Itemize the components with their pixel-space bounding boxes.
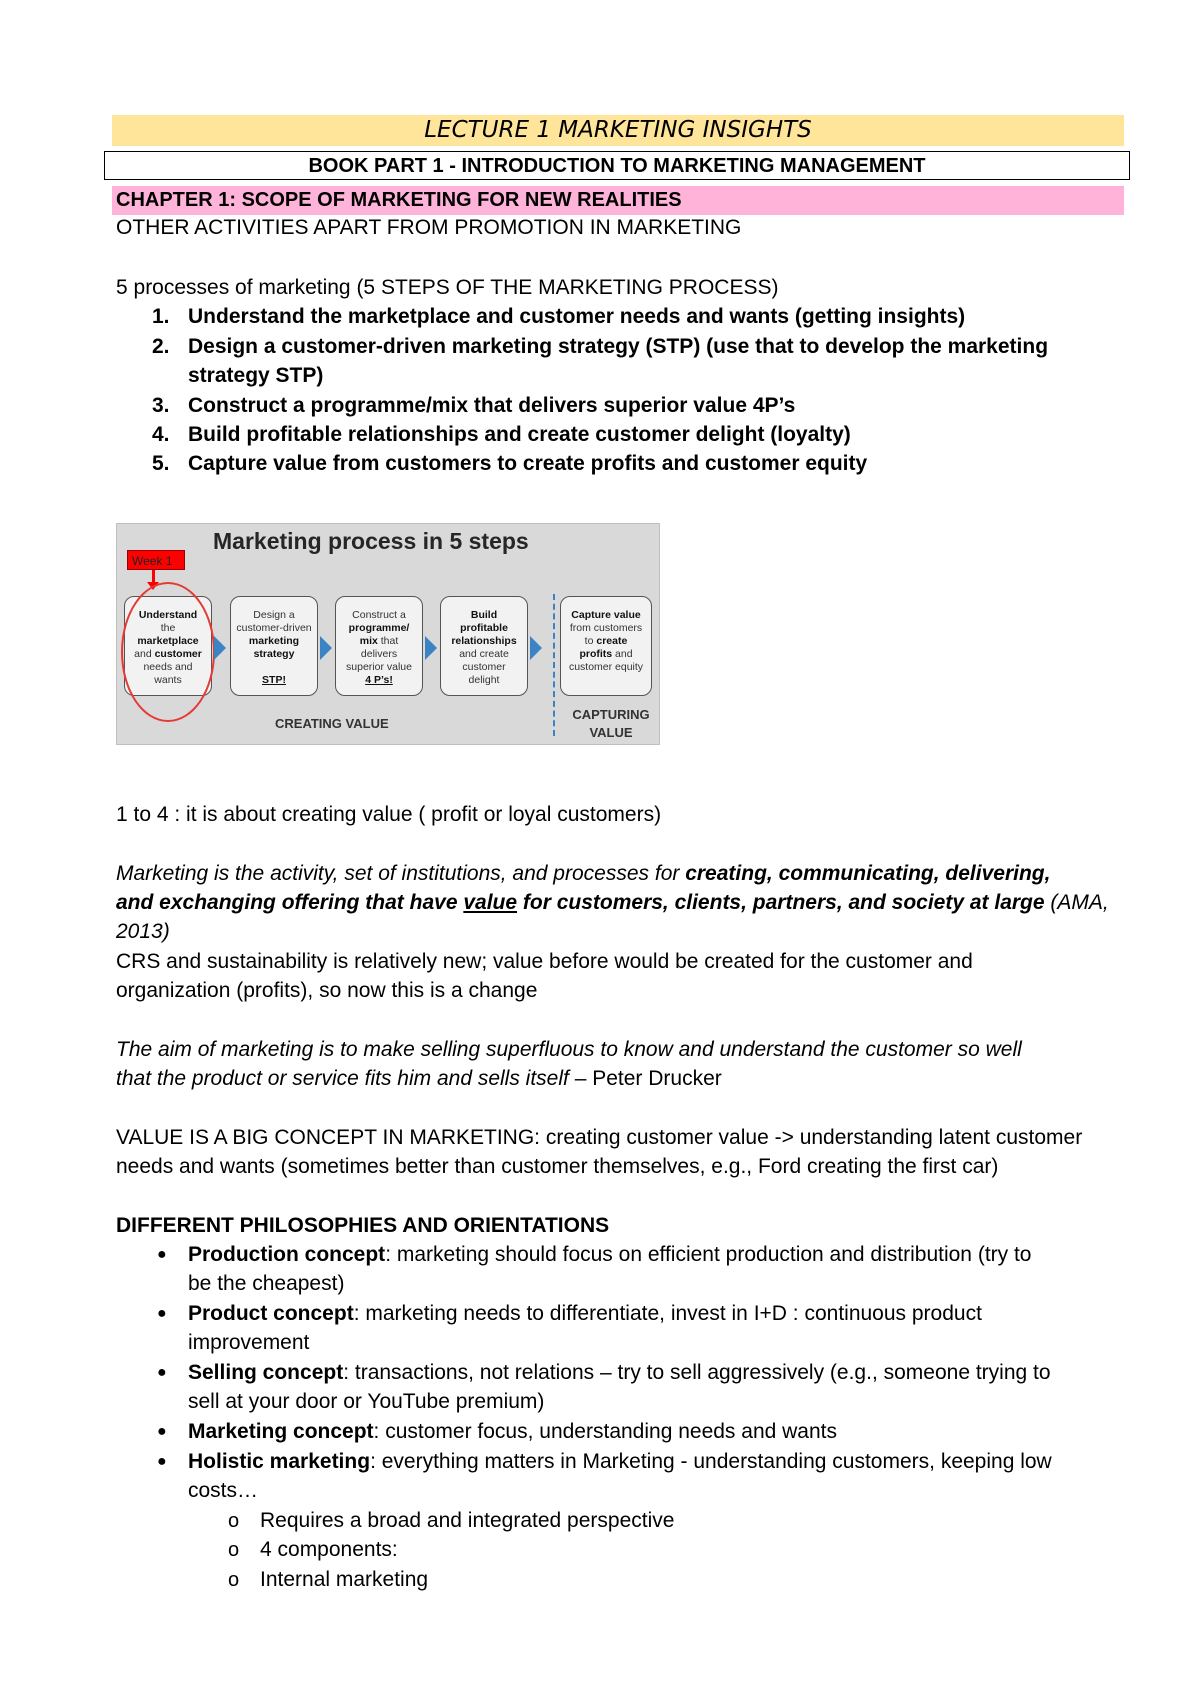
arrow-right-icon [320, 636, 332, 660]
step-box-understand: Understand the marketplace and customer needs and wants [124, 596, 212, 696]
holistic-sub-item: Requires a broad and integrated perspective [260, 1509, 675, 1532]
bullet-icon: ● [157, 1305, 167, 1322]
diagram-title: Marketing process in 5 steps [213, 528, 529, 554]
week-label: Week 1 [127, 550, 185, 570]
philosophies-heading: DIFFERENT PHILOSOPHIES AND ORIENTATIONS [116, 1214, 610, 1237]
concept-item: Holistic marketing: everything matters in Marketing - understanding customers, keeping low [188, 1450, 1052, 1473]
holistic-sub-item: 4 components: [260, 1538, 398, 1561]
step-box-construct: Construct a programme/ mix that delivers superior value 4 P’s! [335, 596, 423, 696]
step-box-design: Design a customer-driven marketing strategy STP! [230, 596, 318, 696]
definition-line-1: Marketing is the activity, set of institutions, and processes for creating, communicating, delivering, [116, 862, 1051, 885]
arrow-right-icon [214, 636, 226, 660]
step-number: 4. [152, 423, 170, 446]
sub-bullet-icon: o [228, 1569, 240, 1591]
creating-value-label: CREATING VALUE [275, 716, 389, 731]
drucker-line-2: that the product or service fits him and sells itself – Peter Drucker [116, 1067, 722, 1090]
concept-item-cont: sell at your door or YouTube premium) [188, 1390, 545, 1413]
divider-line [553, 594, 555, 736]
holistic-sub-item: Internal marketing [260, 1568, 429, 1591]
step-box-build: Build profitable relationships and create customer delight [440, 596, 528, 696]
step-text-cont: strategy STP) [188, 364, 324, 387]
step-number: 1. [152, 305, 170, 328]
highlight-circle [121, 582, 215, 722]
arrow-right-icon [425, 636, 437, 660]
definition-line-3: 2013) [116, 920, 170, 943]
process-intro: 5 processes of marketing (5 STEPS OF THE MARKETING PROCESS) [116, 276, 779, 299]
bullet-icon: ● [157, 1423, 167, 1440]
step-box-capture: Capture value from customers to create profits and customer equity [560, 596, 652, 696]
step-number: 5. [152, 452, 170, 475]
step-text: Capture value from customers to create profits and customer equity [188, 452, 868, 475]
sub-bullet-icon: o [228, 1539, 240, 1561]
bullet-icon: ● [157, 1364, 167, 1381]
concept-item-cont: costs… [188, 1479, 259, 1502]
step-number: 3. [152, 394, 170, 417]
definition-line-2: and exchanging offering that have value for customers, clients, partners, and society at large (AMA, [116, 891, 1109, 914]
arrow-right-icon [530, 636, 542, 660]
crs-line-1: CRS and sustainability is relatively new; value before would be created for the customer and [116, 950, 973, 973]
capturing-value-label: CAPTURING VALUE [572, 707, 650, 740]
step-text: Construct a programme/mix that delivers superior value 4P’s [188, 394, 796, 417]
marketing-process-diagram [116, 523, 660, 745]
step-text: Understand the marketplace and customer needs and wants (getting insights) [188, 305, 966, 328]
step-number: 2. [152, 335, 170, 358]
bullet-icon: ● [157, 1453, 167, 1470]
sub-bullet-icon: o [228, 1510, 240, 1532]
lecture-title: LECTURE 1 MARKETING INSIGHTS [112, 115, 1124, 146]
creating-value-text: 1 to 4 : it is about creating value ( profit or loyal customers) [116, 803, 662, 826]
step-text: Build profitable relationships and create customer delight (loyalty) [188, 423, 851, 446]
concept-item-cont: be the cheapest) [188, 1272, 345, 1295]
concept-item: Selling concept: transactions, not relations – try to sell aggressively (e.g., someone trying to [188, 1361, 1051, 1384]
concept-item: Product concept: marketing needs to differentiate, invest in I+D : continuous product [188, 1302, 982, 1325]
concept-item: Production concept: marketing should focus on efficient production and distribution (try to [188, 1243, 1032, 1266]
value-concept-line-2: needs and wants (sometimes better than customer themselves, e.g., Ford creating the first car) [116, 1155, 999, 1178]
step-text: Design a customer-driven marketing strategy (STP) (use that to develop the marketing [188, 335, 1049, 358]
concept-item: Marketing concept: customer focus, understanding needs and wants [188, 1420, 837, 1443]
value-concept-line-1: VALUE IS A BIG CONCEPT IN MARKETING: creating customer value -> understanding latent customer [116, 1126, 1083, 1149]
crs-line-2: organization (profits), so now this is a change [116, 979, 538, 1002]
subheading: OTHER ACTIVITIES APART FROM PROMOTION IN MARKETING [116, 216, 742, 239]
book-part-heading: BOOK PART 1 - INTRODUCTION TO MARKETING MANAGEMENT [104, 151, 1130, 180]
chapter-heading: CHAPTER 1: SCOPE OF MARKETING FOR NEW REALITIES [112, 186, 1124, 215]
drucker-line-1: The aim of marketing is to make selling superfluous to know and understand the customer so well [116, 1038, 1022, 1061]
concept-item-cont: improvement [188, 1331, 310, 1354]
bullet-icon: ● [157, 1246, 167, 1263]
